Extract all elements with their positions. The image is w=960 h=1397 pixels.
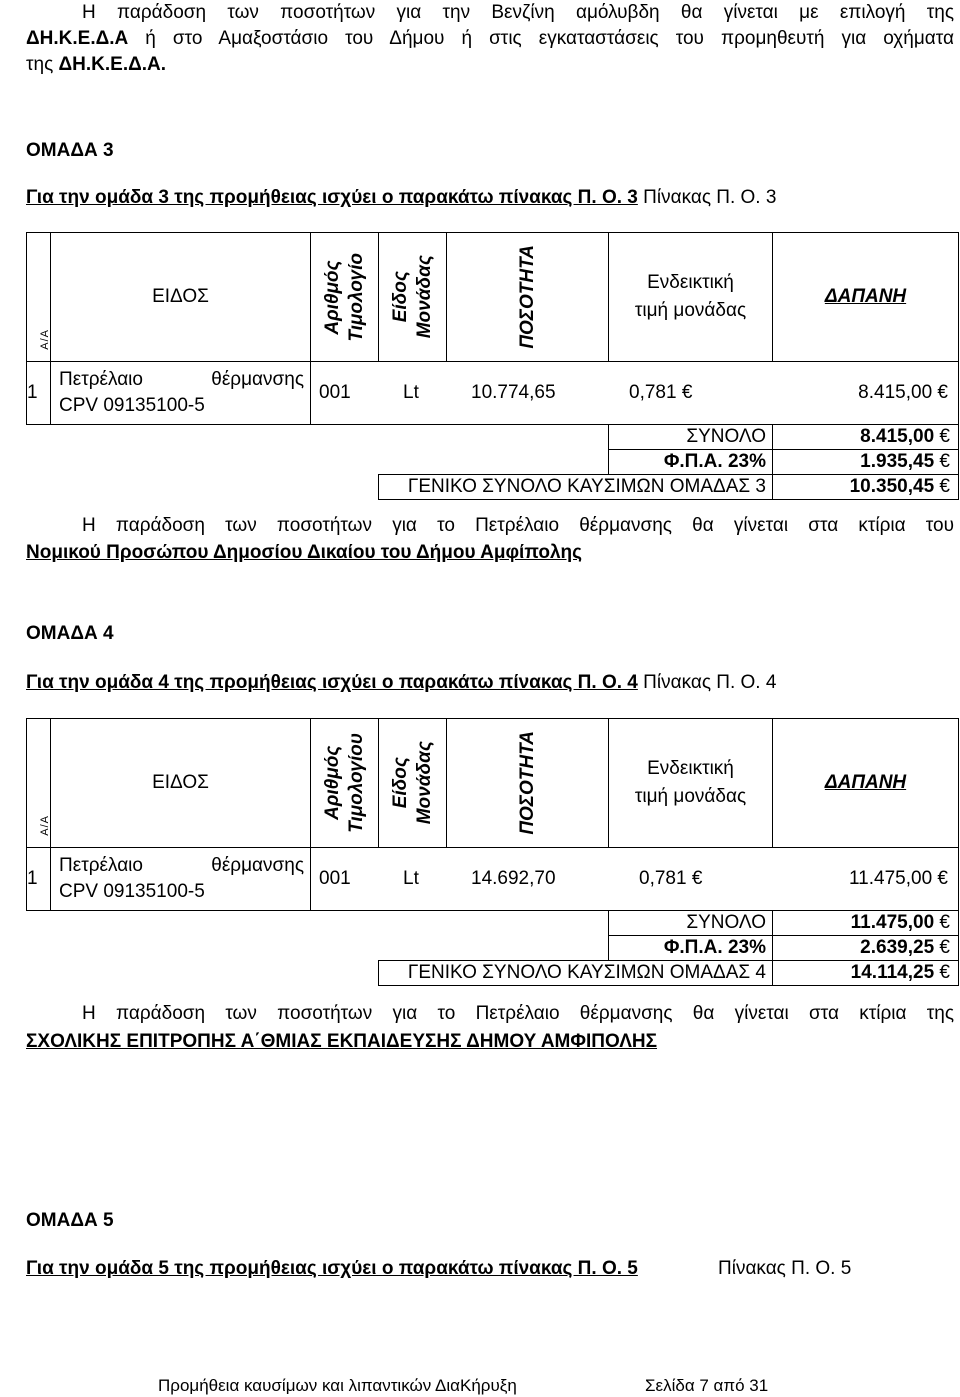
subtotal-label: ΣΥΝΟΛΟ	[609, 425, 773, 450]
euro-icon: €	[691, 868, 703, 889]
header-invoice-no: Αριθμός Τιμολογίου	[311, 719, 379, 848]
item-cost: 8.415,00 €	[858, 382, 948, 403]
group-3-note-line-2: Νομικού Προσώπου Δημοσίου Δικαίου του Δήμου Αμφίπολης	[26, 542, 583, 563]
item-unit: Lt	[403, 382, 419, 403]
item-unit: Lt	[403, 868, 419, 889]
subtotal-label: ΣΥΝΟΛΟ	[609, 911, 773, 936]
grand-total-row	[27, 961, 959, 986]
group-3-note-line-1: Η παράδοση των ποσοτήτων για το Πετρέλαιο θέρμανσης θα γίνεται στα κτίρια του	[82, 515, 954, 536]
grand-total-label: ΓΕΝΙΚΟ ΣΥΝΟΛΟ ΚΑΥΣΙΜΩΝ ΟΜΑΔΑΣ 4	[379, 961, 773, 986]
intro-line-2: ΔΗ.Κ.Ε.Δ.Α ή στο Αμαξοστάσιο του Δήμου ή στις εγκαταστάσεις του προμηθευτή για οχήματα	[26, 28, 954, 49]
header-unit-type: Είδος Μονάδας	[379, 719, 447, 848]
euro-icon: €	[939, 476, 950, 497]
item-number: 1	[27, 362, 51, 425]
euro-icon: €	[939, 937, 950, 958]
vat-value: 1.935,45 €	[773, 450, 959, 475]
footer-page-number: Σελίδα 7 από 31	[645, 1376, 769, 1395]
header-invoice-no: Αριθμός Τιμολογίο	[311, 233, 379, 362]
item-invoice-no: 001	[319, 868, 351, 889]
grand-total-row	[27, 475, 959, 500]
header-aa: Α/Α	[27, 719, 51, 848]
group-4-caption: Για την ομάδα 4 της προμήθειας ισχύει ο παρακάτω πίνακας Π. Ο. 4 Πίνακας Π. Ο. 4	[26, 672, 777, 693]
vat-label: Φ.Π.Α. 23%	[609, 936, 773, 961]
grand-total-value: 14.114,25 €	[773, 961, 959, 986]
intro-dhkeda: ΔΗ.Κ.Ε.Δ.Α	[26, 28, 129, 49]
subtotal-row	[27, 425, 959, 450]
group-4-note-line-2: ΣΧΟΛΙΚΗΣ ΕΠΙΤΡΟΠΗΣ Α΄ΘΜΙΑΣ ΕΚΠΑΙΔΕΥΣΗΣ ΔΗΜΟΥ ΑΜΦΙΠΟΛΗΣ	[26, 1031, 658, 1052]
group-4-title: ΟΜΑΔΑ 4	[26, 623, 114, 644]
euro-icon: €	[939, 912, 950, 933]
group-3-title: ΟΜΑΔΑ 3	[26, 140, 114, 161]
item-unit-price: 0,781 €	[639, 868, 703, 889]
table-row	[27, 848, 959, 911]
item-cost: 11.475,00 €	[849, 868, 948, 889]
intro-line-1: Η παράδοση των ποσοτήτων για την Βενζίνη αμόλυβδη θα γίνεται με επιλογή της	[82, 2, 954, 23]
item-description: Πετρέλαιο θέρμανσης CPV 09135100-5	[51, 848, 311, 911]
header-unit-price: Ενδεικτική τιμή μονάδας	[609, 233, 773, 362]
item-description: Πετρέλαιο θέρμανσης CPV 09135100-5	[51, 362, 311, 425]
group-5-caption: Για την ομάδα 5 της προμήθειας ισχύει ο παρακάτω πίνακας Π. Ο. 5	[26, 1258, 638, 1279]
group-4-table	[26, 718, 959, 986]
vat-value: 2.639,25 €	[773, 936, 959, 961]
group-5-title: ΟΜΑΔΑ 5	[26, 1210, 114, 1231]
item-quantity: 14.692,70	[471, 868, 556, 889]
group-3-table	[26, 232, 959, 500]
grand-total-label: ΓΕΝΙΚΟ ΣΥΝΟΛΟ ΚΑΥΣΙΜΩΝ ΟΜΑΔΑΣ 3	[379, 475, 773, 500]
table-row	[27, 362, 959, 425]
header-cost: ΔΑΠΑΝΗ	[773, 719, 959, 848]
group-3-caption: Για την ομάδα 3 της προμήθειας ισχύει ο παρακάτω πίνακας Π. Ο. 3 Πίνακας Π. Ο. 3	[26, 187, 777, 208]
grand-total-value: 10.350,45 €	[773, 475, 959, 500]
item-data	[311, 848, 959, 911]
vat-row	[27, 936, 959, 961]
item-data	[311, 362, 959, 425]
euro-icon: €	[939, 426, 950, 447]
euro-icon: €	[681, 382, 693, 403]
subtotal-row	[27, 911, 959, 936]
footer-left: Προμήθεια καυσίμων και λιπαντικών ΔιαΚήρυξη	[158, 1376, 517, 1395]
group-4-note-line-1: Η παράδοση των ποσοτήτων για το Πετρέλαιο θέρμανσης θα γίνεται στα κτίρια της	[82, 1003, 954, 1024]
euro-icon: €	[939, 962, 950, 983]
header-eidos: ΕΙΔΟΣ	[51, 233, 311, 362]
header-unit-type: Είδος Μονάδας	[379, 233, 447, 362]
table-header-row	[27, 233, 959, 362]
item-quantity: 10.774,65	[471, 382, 556, 403]
table-header-row	[27, 719, 959, 848]
header-cost: ΔΑΠΑΝΗ	[773, 233, 959, 362]
intro-line-3: της ΔΗ.Κ.Ε.Δ.Α.	[26, 54, 167, 75]
subtotal-value: 11.475,00 €	[773, 911, 959, 936]
header-quantity: ΠΟΣΟΤΗΤΑ	[447, 719, 609, 848]
group-5-caption-tail: Πίνακας Π. Ο. 5	[718, 1258, 852, 1279]
header-aa: Α/Α	[27, 233, 51, 362]
euro-icon: €	[937, 382, 948, 403]
header-eidos: ΕΙΔΟΣ	[51, 719, 311, 848]
vat-label: Φ.Π.Α. 23%	[609, 450, 773, 475]
item-invoice-no: 001	[319, 382, 351, 403]
item-unit-price: 0,781 €	[629, 382, 693, 403]
header-unit-price: Ενδεικτική τιμή μονάδας	[609, 719, 773, 848]
euro-icon: €	[939, 451, 950, 472]
item-number: 1	[27, 848, 51, 911]
vat-row	[27, 450, 959, 475]
header-quantity: ΠΟΣΟΤΗΤΑ	[447, 233, 609, 362]
euro-icon: €	[937, 868, 948, 889]
subtotal-value: 8.415,00 €	[773, 425, 959, 450]
